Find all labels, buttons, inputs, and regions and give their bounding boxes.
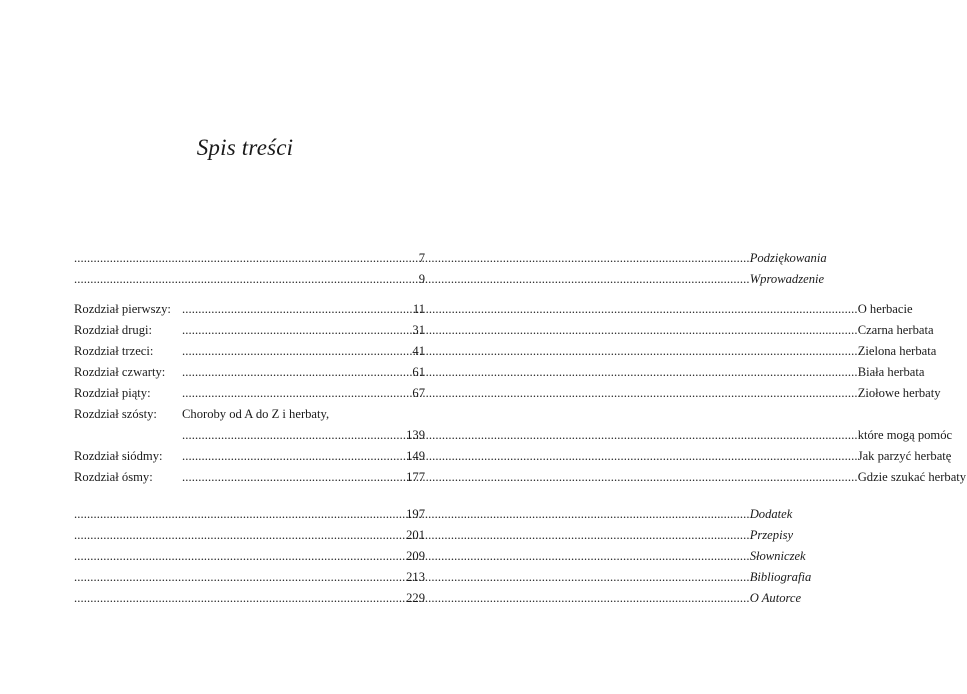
entry-page: 61: [412, 365, 425, 379]
entry-page: 229: [406, 591, 425, 605]
entry-title: Bibliografia: [749, 570, 812, 584]
toc-entry-back[interactable]: [74, 567, 812, 588]
toc-entry-front[interactable]: [74, 269, 825, 290]
toc-entry-chapter[interactable]: [74, 383, 941, 404]
toc-entry-chapter-continued[interactable]: [74, 425, 953, 446]
chapter-label: Rozdział piąty:: [74, 386, 151, 400]
toc-entry-chapter[interactable]: [74, 299, 913, 320]
page-title: Spis treści: [196, 135, 294, 160]
chapter-title-continued: które mogą pomóc: [857, 428, 953, 442]
entry-title: Dodatek: [749, 507, 793, 521]
entry-title: Wprowadzenie: [749, 272, 825, 286]
toc-entry-chapter[interactable]: [74, 320, 934, 341]
chapter-label: Rozdział trzeci:: [74, 344, 154, 358]
chapter-title: Ziołowe herbaty: [857, 386, 941, 400]
toc-entry-back[interactable]: [74, 546, 806, 567]
entry-page: 201: [406, 528, 425, 542]
entry-page: 149: [406, 449, 425, 463]
entry-page: 9: [418, 272, 425, 286]
toc-entry-chapter[interactable]: [74, 446, 952, 467]
table-of-contents: [74, 248, 967, 609]
toc-entry-back[interactable]: [74, 525, 794, 546]
entry-page: 11: [412, 302, 425, 316]
entry-page: 197: [406, 507, 425, 521]
chapter-title: Biała herbata: [857, 365, 925, 379]
entry-page: 7: [418, 251, 425, 265]
toc-entry-back[interactable]: [74, 504, 793, 525]
entry-page: 67: [412, 386, 425, 400]
chapter-label: Rozdział drugi:: [74, 323, 152, 337]
toc-entry-chapter[interactable]: [74, 467, 967, 488]
entry-page: 213: [406, 570, 425, 584]
entry-title: Przepisy: [749, 528, 794, 542]
entry-page: 177: [406, 470, 425, 484]
toc-entry-chapter[interactable]: [74, 362, 925, 383]
chapter-title: Zielona herbata: [857, 344, 937, 358]
entry-title: Słowniczek: [749, 549, 806, 563]
entry-page: 139: [406, 428, 425, 442]
entry-title: Podziękowania: [749, 251, 827, 265]
entry-page: 209: [406, 549, 425, 563]
chapter-title: O herbacie: [857, 302, 913, 316]
entry-page: 31: [412, 323, 425, 337]
toc-entry-chapter[interactable]: [74, 341, 937, 362]
entry-page: 41: [412, 344, 425, 358]
chapter-label: Rozdział ósmy:: [74, 470, 153, 484]
chapter-title: Jak parzyć herbatę: [857, 449, 952, 463]
chapter-label: Rozdział pierwszy:: [74, 302, 171, 316]
chapter-label: Rozdział siódmy:: [74, 449, 163, 463]
entry-title: O Autorce: [749, 591, 802, 605]
chapter-title: Czarna herbata: [857, 323, 934, 337]
chapter-label: Rozdział czwarty:: [74, 365, 166, 379]
chapter-title: Gdzie szukać herbaty: [857, 470, 967, 484]
toc-entry-chapter[interactable]: [74, 404, 425, 425]
chapter-label: Rozdział szósty:: [74, 407, 157, 421]
toc-entry-front[interactable]: [74, 248, 827, 269]
chapter-title: Choroby od A do Z i herbaty,: [182, 407, 330, 421]
toc-entry-back[interactable]: [74, 588, 802, 609]
